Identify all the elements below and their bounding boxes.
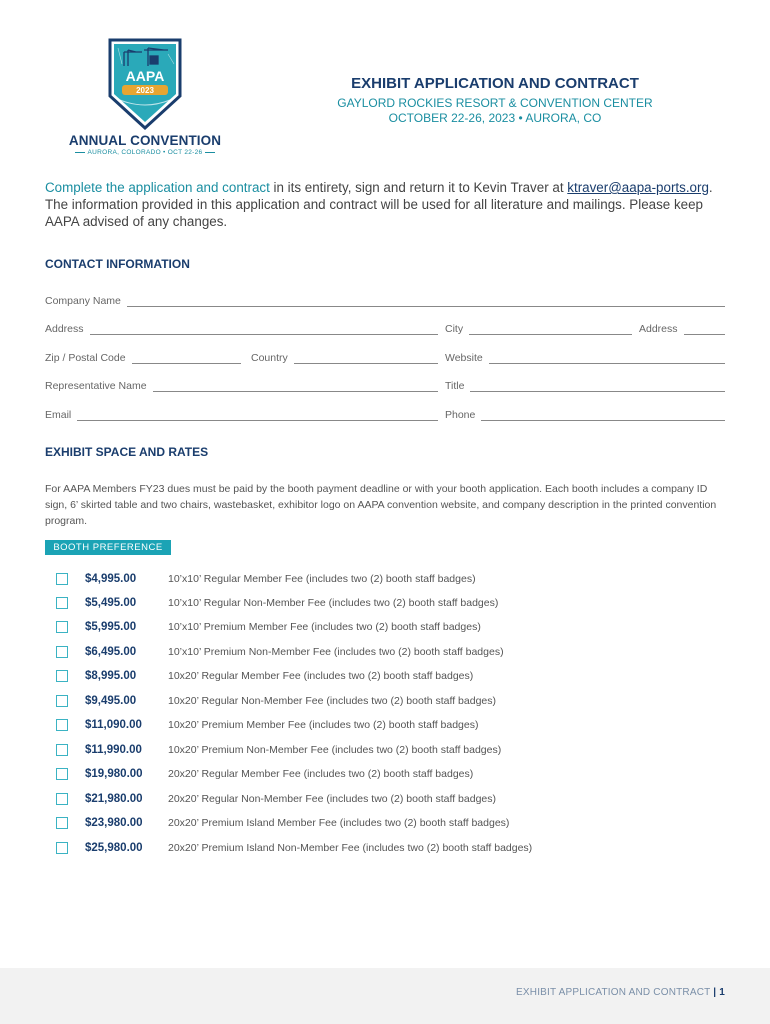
logo-subtitle	[62, 149, 228, 156]
booth-option-description: 10’x10’ Regular Member Fee (includes two (2) booth staff badges)	[168, 573, 476, 585]
page-number-value: 1	[719, 987, 725, 998]
representative-label: Representative Name	[45, 380, 147, 392]
footer-title: EXHIBIT APPLICATION AND CONTRACT	[516, 987, 711, 998]
booth-option-price: $6,495.00	[85, 646, 137, 658]
booth-option-description: 10’x10’ Premium Member Fee (includes two (2) booth staff badges)	[168, 621, 481, 633]
address2-field[interactable]	[639, 321, 725, 335]
email-input[interactable]	[77, 410, 438, 421]
title-field[interactable]	[445, 378, 725, 392]
company-name-field[interactable]	[45, 293, 725, 307]
title-input[interactable]	[470, 381, 725, 392]
booth-option-checkbox[interactable]	[56, 768, 68, 780]
logo-badge-text: AAPA	[125, 68, 165, 84]
email-field[interactable]	[45, 407, 438, 421]
booth-option-description: 20x20’ Regular Non-Member Fee (includes two (2) booth staff badges)	[168, 793, 497, 805]
footer-text	[516, 987, 725, 998]
logo-title: ANNUAL CONVENTION	[68, 133, 222, 148]
booth-option[interactable]	[56, 815, 510, 831]
booth-option-price: $23,980.00	[85, 817, 143, 829]
rates-description: For AAPA Members FY23 dues must be paid by the booth payment deadline or with your booth application. Each booth includes a company ID sign, 6’ skirted table and two chairs, wastebasket, exhibitor logo on AAPA convention website, and company description in the printed convention program.	[45, 483, 717, 527]
city-label: City	[445, 323, 464, 335]
booth-option-checkbox[interactable]	[56, 744, 68, 756]
booth-option-checkbox[interactable]	[56, 573, 68, 585]
booth-option-checkbox[interactable]	[56, 817, 68, 829]
zip-input[interactable]	[132, 353, 241, 364]
booth-option-checkbox[interactable]	[56, 842, 68, 854]
booth-option[interactable]	[56, 742, 502, 758]
booth-option-price: $25,980.00	[85, 842, 143, 854]
zip-label: Zip / Postal Code	[45, 352, 126, 364]
contact-heading: CONTACT INFORMATION	[45, 257, 190, 271]
booth-option-description: 10x20’ Premium Member Fee (includes two (2) booth staff badges)	[168, 719, 479, 731]
booth-option[interactable]	[56, 644, 504, 660]
booth-option-description: 20x20’ Premium Island Non-Member Fee (includes two (2) booth staff badges)	[168, 842, 533, 854]
booth-option-checkbox[interactable]	[56, 597, 68, 609]
booth-option-price: $8,995.00	[85, 670, 137, 682]
booth-option-checkbox[interactable]	[56, 646, 68, 658]
booth-option-checkbox[interactable]	[56, 793, 68, 805]
company-name-label: Company Name	[45, 295, 121, 307]
representative-field[interactable]	[45, 378, 438, 392]
booth-option-price: $11,990.00	[85, 744, 142, 756]
aapa-convention-logo	[108, 38, 182, 130]
intro-lead: Complete the application and contract	[45, 180, 270, 195]
booth-option[interactable]	[56, 571, 476, 587]
address-field[interactable]	[45, 321, 438, 335]
booth-option[interactable]	[56, 840, 533, 856]
booth-option-checkbox[interactable]	[56, 719, 68, 731]
rule-right	[205, 152, 215, 153]
rule-left	[75, 152, 85, 153]
city-input[interactable]	[469, 324, 632, 335]
booth-option[interactable]	[56, 791, 497, 807]
booth-option-checkbox[interactable]	[56, 695, 68, 707]
booth-option-checkbox[interactable]	[56, 670, 68, 682]
country-label: Country	[251, 352, 288, 364]
booth-option[interactable]	[56, 766, 474, 782]
representative-input[interactable]	[153, 381, 438, 392]
booth-preference-label: BOOTH PREFERENCE	[45, 540, 171, 555]
booth-option-price: $19,980.00	[85, 768, 143, 780]
booth-option-description: 10’x10’ Premium Non-Member Fee (includes two (2) booth staff badges)	[168, 646, 504, 658]
phone-input[interactable]	[481, 410, 725, 421]
event-dates: OCTOBER 22-26, 2023 • AURORA, CO	[388, 111, 602, 125]
booth-option-price: $5,995.00	[85, 621, 137, 633]
booth-option[interactable]	[56, 619, 481, 635]
phone-label: Phone	[445, 409, 476, 421]
city-field[interactable]	[445, 321, 632, 335]
address-label: Address	[45, 323, 84, 335]
booth-option-price: $11,090.00	[85, 719, 142, 731]
booth-option-description: 20x20’ Premium Island Member Fee (includes two (2) booth staff badges)	[168, 817, 510, 829]
address-input[interactable]	[90, 324, 438, 335]
logo-subtitle-text: AURORA, COLORADO • OCT 22-26	[87, 149, 203, 156]
intro-text-2: . The information provided in this application and contract will be used for all literature and mailings. Please keep AAPA advised of any changes.	[45, 180, 713, 229]
email-label: Email	[45, 409, 72, 421]
booth-option-price: $4,995.00	[85, 573, 137, 585]
intro-text-1: in its entirety, sign and return it to Kevin Traver at	[269, 180, 568, 195]
booth-option-description: 10’x10’ Regular Non-Member Fee (includes two (2) booth staff badges)	[168, 597, 499, 609]
page-number: | 1	[713, 987, 725, 998]
logo-badge-year: 2023	[136, 86, 154, 95]
booth-option[interactable]	[56, 717, 479, 733]
intro-paragraph	[45, 179, 735, 230]
booth-option-price: $21,980.00	[85, 793, 143, 805]
booth-option[interactable]	[56, 693, 497, 709]
address2-input[interactable]	[684, 324, 725, 335]
page-title: EXHIBIT APPLICATION AND CONTRACT	[351, 75, 639, 92]
contact-email-link[interactable]: ktraver@aapa-ports.org	[567, 180, 709, 195]
address2-label: Address	[639, 323, 678, 335]
booth-option-description: 10x20’ Premium Non-Member Fee (includes two (2) booth staff badges)	[168, 744, 502, 756]
phone-field[interactable]	[445, 407, 725, 421]
country-field[interactable]	[251, 350, 438, 364]
booth-option[interactable]	[56, 595, 499, 611]
website-input[interactable]	[489, 353, 725, 364]
company-name-input[interactable]	[127, 296, 725, 307]
country-input[interactable]	[294, 353, 438, 364]
zip-field[interactable]	[45, 350, 241, 364]
website-field[interactable]	[445, 350, 725, 364]
title-label: Title	[445, 380, 465, 392]
booth-option-description: 10x20’ Regular Non-Member Fee (includes two (2) booth staff badges)	[168, 695, 497, 707]
booth-option[interactable]	[56, 668, 474, 684]
rates-heading: EXHIBIT SPACE AND RATES	[45, 445, 209, 459]
booth-option-price: $5,495.00	[85, 597, 137, 609]
booth-option-description: 10x20’ Regular Member Fee (includes two (2) booth staff badges)	[168, 670, 474, 682]
booth-option-checkbox[interactable]	[56, 621, 68, 633]
website-label: Website	[445, 352, 483, 364]
booth-option-description: 20x20’ Regular Member Fee (includes two (2) booth staff badges)	[168, 768, 474, 780]
venue: GAYLORD ROCKIES RESORT & CONVENTION CENTER	[337, 96, 653, 110]
booth-option-price: $9,495.00	[85, 695, 137, 707]
